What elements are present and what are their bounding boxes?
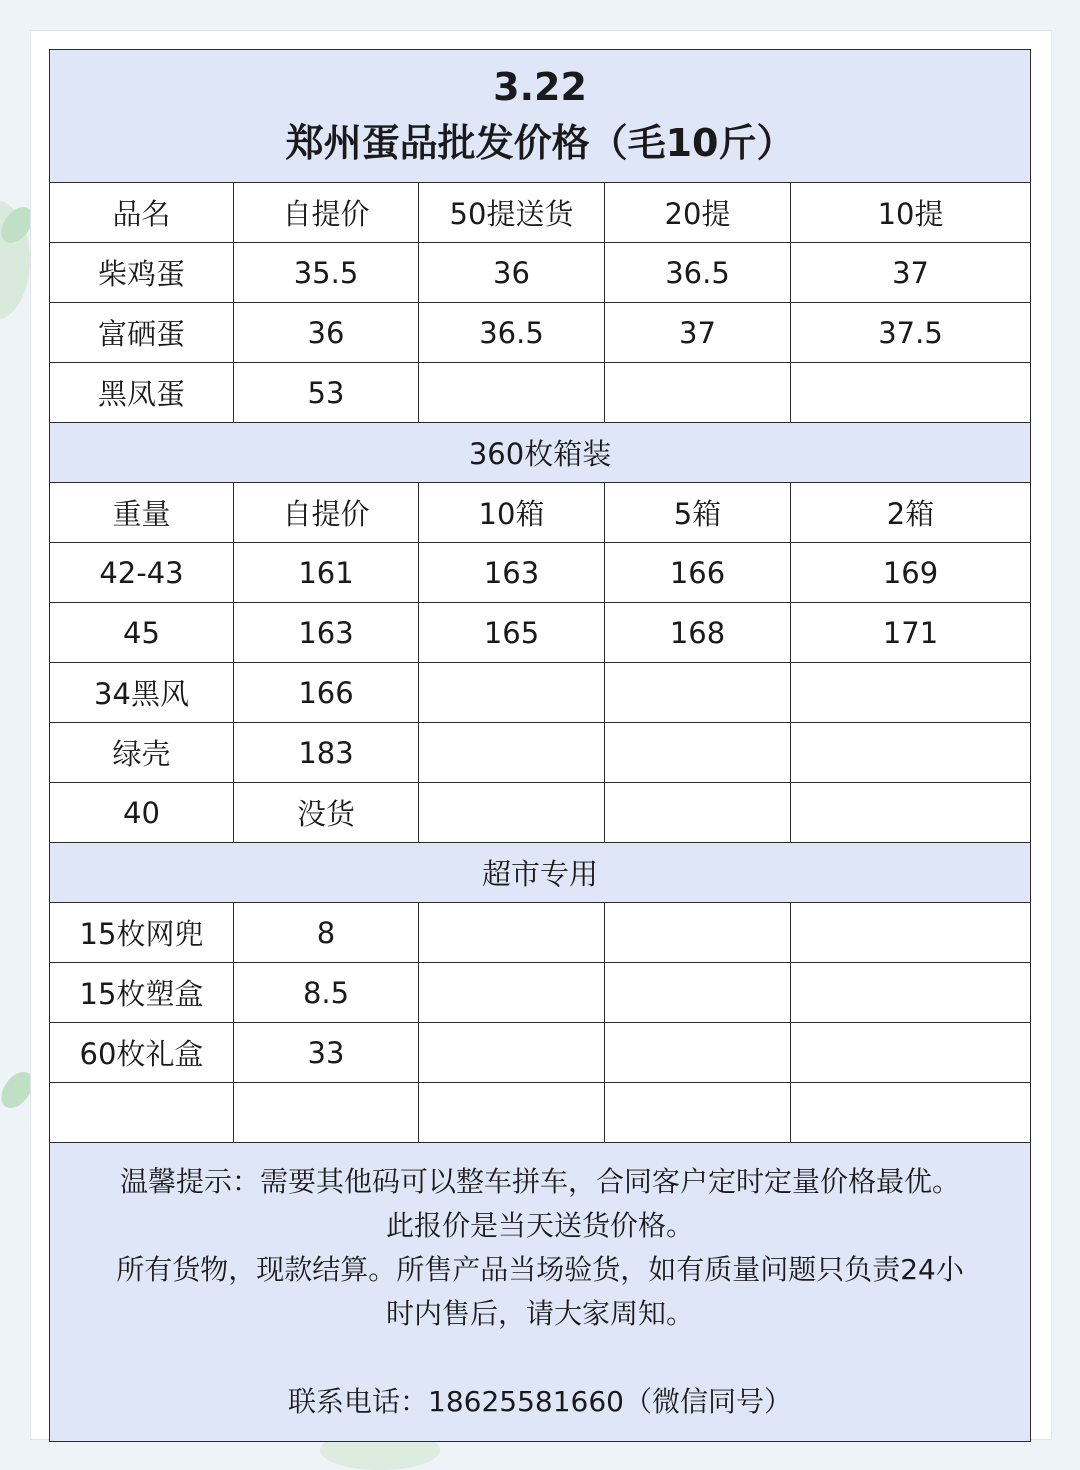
- table-cell: 36: [234, 303, 419, 363]
- table-cell: 37: [791, 243, 1031, 303]
- section-title: 360枚箱装: [50, 423, 1031, 483]
- column-header: 10提: [791, 183, 1031, 243]
- table-cell: [605, 1023, 791, 1083]
- table-cell: 33: [234, 1023, 419, 1083]
- price-table: [49, 49, 1031, 1442]
- table-cell: 183: [234, 723, 419, 783]
- table-cell: 166: [605, 543, 791, 603]
- table-cell: [50, 1083, 234, 1143]
- table-cell: [419, 723, 605, 783]
- table-row: [50, 783, 1031, 843]
- table-cell: [605, 1083, 791, 1143]
- table-cell: 45: [50, 603, 234, 663]
- sheet-header: [50, 50, 1031, 183]
- table-cell: 富硒蛋: [50, 303, 234, 363]
- table-cell: 37: [605, 303, 791, 363]
- table-cell: [791, 663, 1031, 723]
- sheet-date: 3.22: [493, 65, 587, 109]
- table-cell: 黑凤蛋: [50, 363, 234, 423]
- table-row: [50, 603, 1031, 663]
- contact-phone: 联系电话：18625581660（微信同号）: [288, 1385, 792, 1418]
- table-cell: 柴鸡蛋: [50, 243, 234, 303]
- table-cell: [419, 1023, 605, 1083]
- table-cell: [605, 903, 791, 963]
- column-header: 5箱: [605, 483, 791, 543]
- table-row: [50, 303, 1031, 363]
- notice-line: 时内售后，请大家周知。: [386, 1297, 695, 1330]
- table-cell: 171: [791, 603, 1031, 663]
- column-header: 20提: [605, 183, 791, 243]
- table-header-row: [50, 183, 1031, 243]
- table-row: [50, 723, 1031, 783]
- section-title: 超市专用: [50, 843, 1031, 903]
- table-cell: [419, 903, 605, 963]
- column-header: 10箱: [419, 483, 605, 543]
- table-cell: 没货: [234, 783, 419, 843]
- table-cell: [605, 783, 791, 843]
- table-header-row: [50, 483, 1031, 543]
- table-row: [50, 963, 1031, 1023]
- column-header: 重量: [50, 483, 234, 543]
- table-cell: [605, 723, 791, 783]
- column-header: 2箱: [791, 483, 1031, 543]
- table-cell: [419, 663, 605, 723]
- table-cell: 166: [234, 663, 419, 723]
- table-cell: 168: [605, 603, 791, 663]
- table-cell: 169: [791, 543, 1031, 603]
- notice-line: 所有货物，现款结算。所售产品当场验货，如有质量问题只负责24小: [116, 1253, 964, 1286]
- table-cell: 53: [234, 363, 419, 423]
- table-row: [50, 543, 1031, 603]
- table-cell: [791, 783, 1031, 843]
- column-header: 50提送货: [419, 183, 605, 243]
- notice-line: 此报价是当天送货价格。: [386, 1209, 695, 1242]
- table-cell: 绿壳: [50, 723, 234, 783]
- notice-footer: [50, 1143, 1031, 1442]
- table-cell: 8.5: [234, 963, 419, 1023]
- column-header: 自提价: [234, 483, 419, 543]
- table-cell: [605, 963, 791, 1023]
- footer-spacer: [60, 1336, 1020, 1380]
- table-row: [50, 363, 1031, 423]
- column-header: 品名: [50, 183, 234, 243]
- table-cell: [791, 1023, 1031, 1083]
- table-cell: 60枚礼盒: [50, 1023, 234, 1083]
- table-cell: [791, 963, 1031, 1023]
- sheet-title: 郑州蛋品批发价格（毛10斤）: [285, 121, 795, 165]
- table-cell: 36.5: [605, 243, 791, 303]
- table-cell: [419, 1083, 605, 1143]
- table-cell: 163: [234, 603, 419, 663]
- table-cell: [605, 363, 791, 423]
- table-cell: 35.5: [234, 243, 419, 303]
- table-cell: [791, 723, 1031, 783]
- table-cell: 40: [50, 783, 234, 843]
- table-cell: [234, 1083, 419, 1143]
- table-cell: [419, 363, 605, 423]
- table-cell: 163: [419, 543, 605, 603]
- table-cell: 165: [419, 603, 605, 663]
- table-row: [50, 1023, 1031, 1083]
- notice-line: 温馨提示：需要其他码可以整车拼车，合同客户定时定量价格最优。: [120, 1165, 961, 1198]
- table-cell: [791, 903, 1031, 963]
- table-row: [50, 903, 1031, 963]
- table-cell: 36.5: [419, 303, 605, 363]
- table-row: [50, 663, 1031, 723]
- table-row: [50, 1083, 1031, 1143]
- table-cell: 36: [419, 243, 605, 303]
- table-cell: [791, 363, 1031, 423]
- table-cell: 161: [234, 543, 419, 603]
- table-cell: [419, 783, 605, 843]
- table-cell: 37.5: [791, 303, 1031, 363]
- table-cell: 34黑风: [50, 663, 234, 723]
- table-row: [50, 243, 1031, 303]
- table-cell: [419, 963, 605, 1023]
- table-cell: [791, 1083, 1031, 1143]
- column-header: 自提价: [234, 183, 419, 243]
- table-cell: 15枚塑盒: [50, 963, 234, 1023]
- table-cell: 42-43: [50, 543, 234, 603]
- table-cell: 8: [234, 903, 419, 963]
- table-cell: 15枚网兜: [50, 903, 234, 963]
- table-cell: [605, 663, 791, 723]
